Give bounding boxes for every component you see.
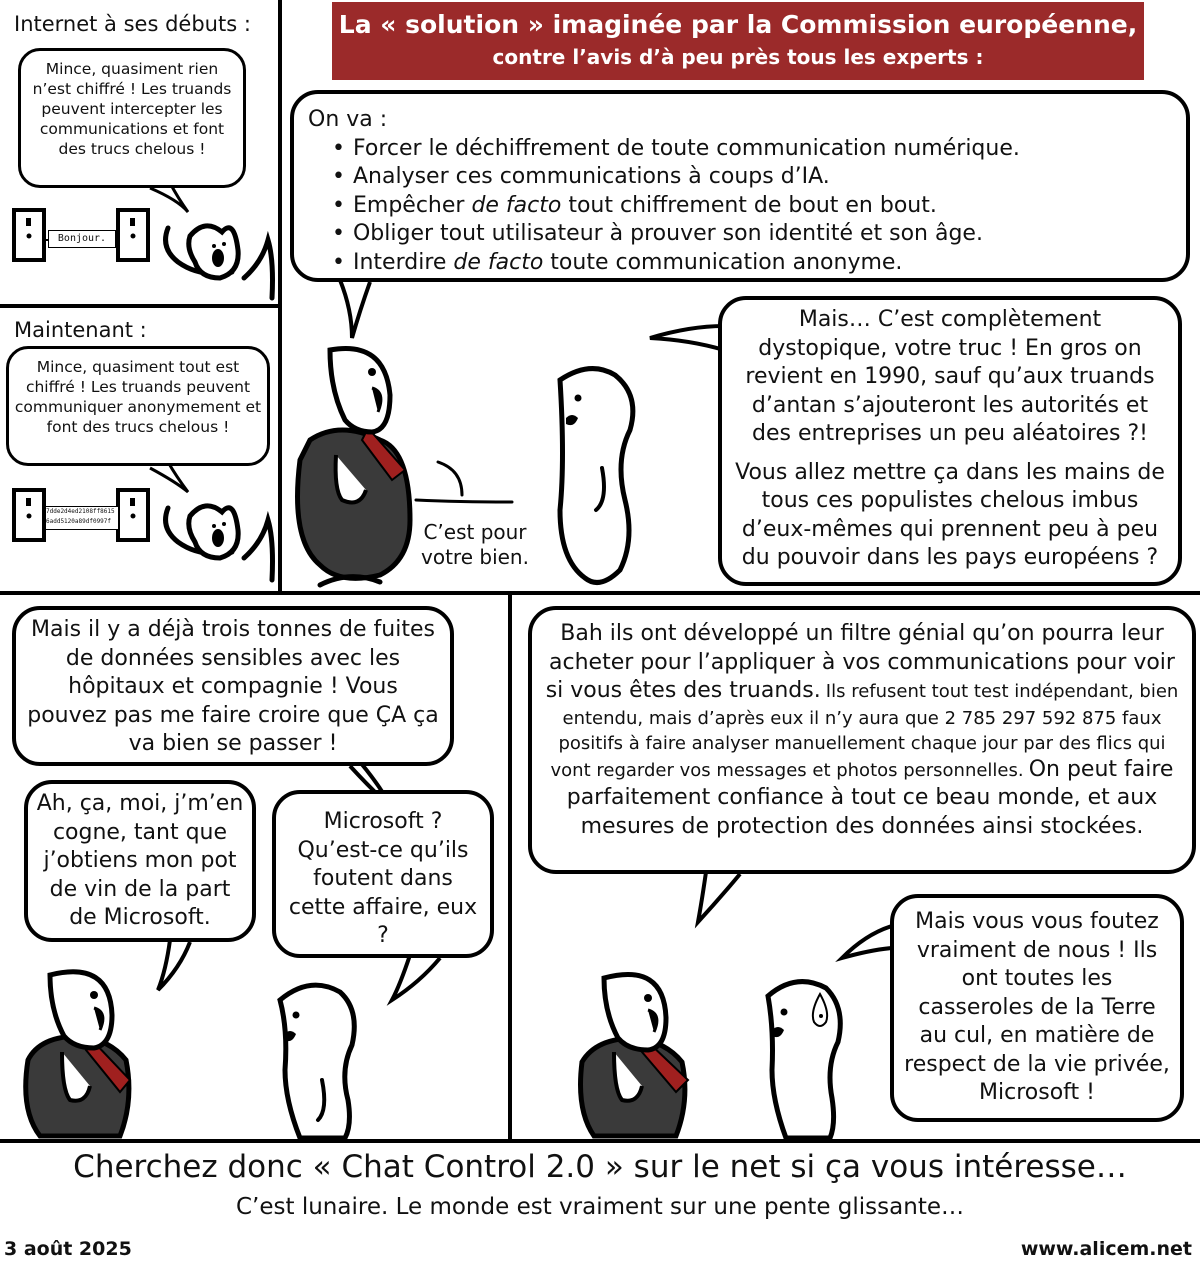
plan-item: • Forcer le déchiffrement de toute communication numérique. xyxy=(332,135,1172,164)
footer-headline: Cherchez donc « Chat Control 2.0 » sur le net si ça vous intéresse… xyxy=(73,1149,1127,1185)
plan-item: • Obliger tout utilisateur à prouver son identité et son âge. xyxy=(332,220,1172,249)
leaks-speech-bubble: Mais il y a déjà trois tonnes de fuites de données sensibles avec les hôpitaux et compagnie ! Vous pouvez pas me faire croire que ÇA ça va bien se passer ! xyxy=(12,606,454,766)
plan-item: • Empêcher de facto tout chiffrement de bout en bout. xyxy=(332,192,1172,221)
plan-item: • Interdire de facto toute communication anonyme. xyxy=(332,249,1172,278)
cipher-line: 6add5120a89df0997f xyxy=(46,518,112,525)
message-packet: Bonjour. xyxy=(48,230,116,248)
filter-text: On peut faire parfaitement confiance à tout ce beau monde, et aux mesures de protection des données ainsi stockées. xyxy=(566,756,1174,839)
filter-small-text: Ils refusent tout test indépendant, bien entendu, mais d’après eux il n’y aura que 2 785 297 592 875 faux positifs à faire analyser manuellement chaque jour par des flics qui vont regarder vos messages et photos personnelles. xyxy=(550,681,1179,781)
reply-paragraph: Mais… C’est complètement dystopique, votre truc ! En gros on revient en 1990, sauf qu’aux truands d’antan s’ajouteront les autorités et des entreprises un peu aléatoires ?! xyxy=(745,307,1155,446)
plan-item: • Analyser ces communications à coups d’IA. xyxy=(332,163,1172,192)
panel-now-label: Maintenant : xyxy=(14,318,147,342)
angry-reply-bubble: Mais vous vous foutez vraiment de nous ! Ils ont toutes les casseroles de la Terre au cul, en matière de respect de la vie privée, Microsoft ! xyxy=(890,894,1184,1122)
footer-subline: C’est lunaire. Le monde est vraiment sur une pente glissante… xyxy=(236,1194,964,1220)
early-speech-bubble: Mince, quasiment rien n’est chiffré ! Les truands peuvent intercepter les communications et font des trucs chelous ! xyxy=(18,48,246,188)
now-speech-bubble: Mince, quasiment tout est chiffré ! Les truands peuvent communiquer anonymement et font des trucs chelous ! xyxy=(6,346,270,466)
emphasis: de facto xyxy=(471,192,562,218)
panel-early-label: Internet à ses débuts : xyxy=(14,12,251,36)
cipher-line: 7dde2d4ed2108ff8615 xyxy=(46,508,115,515)
aside-text: C’est pour votre bien. xyxy=(421,520,529,569)
banner-line2: contre l’avis d’à peu près tous les experts : xyxy=(492,45,984,69)
reply-paragraph: Vous allez mettre ça dans les mains de tous ces populistes chelous imbus d’eux-mêmes qui prennent peu à peu du pouvoir dans les pays européens ? xyxy=(735,459,1165,570)
plan-intro: On va : xyxy=(308,107,388,132)
question-speech-bubble: Microsoft ? Qu’est-ce qu’ils foutent dans cette affaire, eux ? xyxy=(272,790,494,958)
bribe-speech-bubble: Ah, ça, moi, j’m’en cogne, tant que j’obtiens mon pot de vin de la part de Microsoft. xyxy=(24,780,256,942)
website-link[interactable]: www.alicem.net xyxy=(1020,1238,1192,1260)
publish-date: 3 août 2025 xyxy=(4,1238,132,1260)
filter-text: Bah ils ont développé un filtre génial qu’on pourra leur acheter pour l’appliquer à vos communications pour voir si vous êtes des truands. xyxy=(545,621,1175,703)
emphasis: de facto xyxy=(453,249,544,275)
banner-line1: La « solution » imaginée par la Commission européenne, xyxy=(338,10,1138,39)
